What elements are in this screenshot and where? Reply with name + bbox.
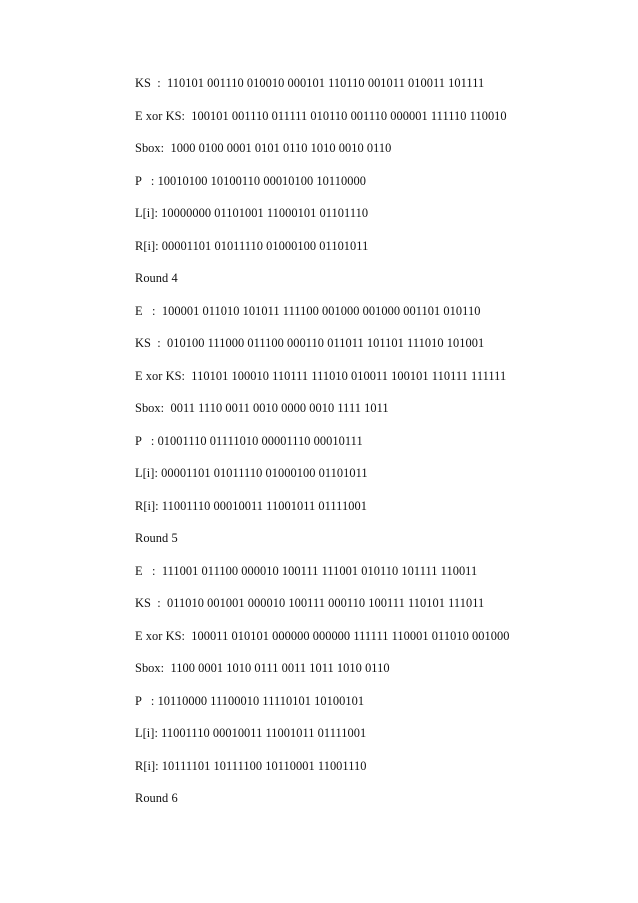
line-e-round4: E : 100001 011010 101011 111100 001000 001000 001101 010110 <box>135 303 481 318</box>
round-6-heading: Round 6 <box>135 791 178 805</box>
line-l-round5: L[i]: 11001110 00010011 11001011 01111001 <box>135 726 367 740</box>
line-exor-round5: E xor KS: 100011 010101 000000 000000 111111 110001 011010 001000 <box>135 628 510 643</box>
line-exor-round4: E xor KS: 110101 100010 110111 111010 010011 100101 110111 111111 <box>135 368 507 383</box>
line-p-round5: P : 10110000 11100010 11110101 10100101 <box>135 693 365 708</box>
text-lines <box>135 76 509 824</box>
line-e-round5: E : 111001 011100 000010 100111 111001 010110 101111 110011 <box>135 563 478 578</box>
line-ks-round5: KS : 011010 001001 000010 100111 000110 100111 110101 111011 <box>135 596 485 610</box>
line-r-round3: R[i]: 00001101 01011110 01000100 01101011 <box>135 238 369 253</box>
line-sbox-round3: Sbox: 1000 0100 0001 0101 0110 1010 0010 0110 <box>135 141 392 155</box>
line-p-round3: P : 10010100 10100110 00010100 10110000 <box>135 173 366 188</box>
round-4-heading: Round 4 <box>135 271 178 285</box>
line-sbox-round5: Sbox: 1100 0001 1010 0111 0011 1011 1010 0110 <box>135 661 390 675</box>
line-r-round5: R[i]: 10111101 10111100 10110001 11001110 <box>135 758 367 773</box>
line-exor-round3: E xor KS: 100101 001110 011111 010110 001110 000001 111110 110010 <box>135 108 507 123</box>
line-sbox-round4: Sbox: 0011 1110 0011 0010 0000 0010 1111 1011 <box>135 401 389 415</box>
line-r-round4: R[i]: 11001110 00010011 11001011 01111001 <box>135 498 367 513</box>
line-l-round3: L[i]: 10000000 01101001 11000101 01101110 <box>135 206 369 220</box>
line-ks-round3: KS : 110101 001110 010010 000101 110110 001011 010011 101111 <box>135 76 485 90</box>
line-l-round4: L[i]: 00001101 01011110 01000100 01101011 <box>135 466 368 480</box>
line-p-round4: P : 01001110 01111010 00001110 00010111 <box>135 433 363 448</box>
line-ks-round4: KS : 010100 111000 011100 000110 011011 101101 111010 101001 <box>135 336 485 350</box>
round-5-heading: Round 5 <box>135 531 178 545</box>
